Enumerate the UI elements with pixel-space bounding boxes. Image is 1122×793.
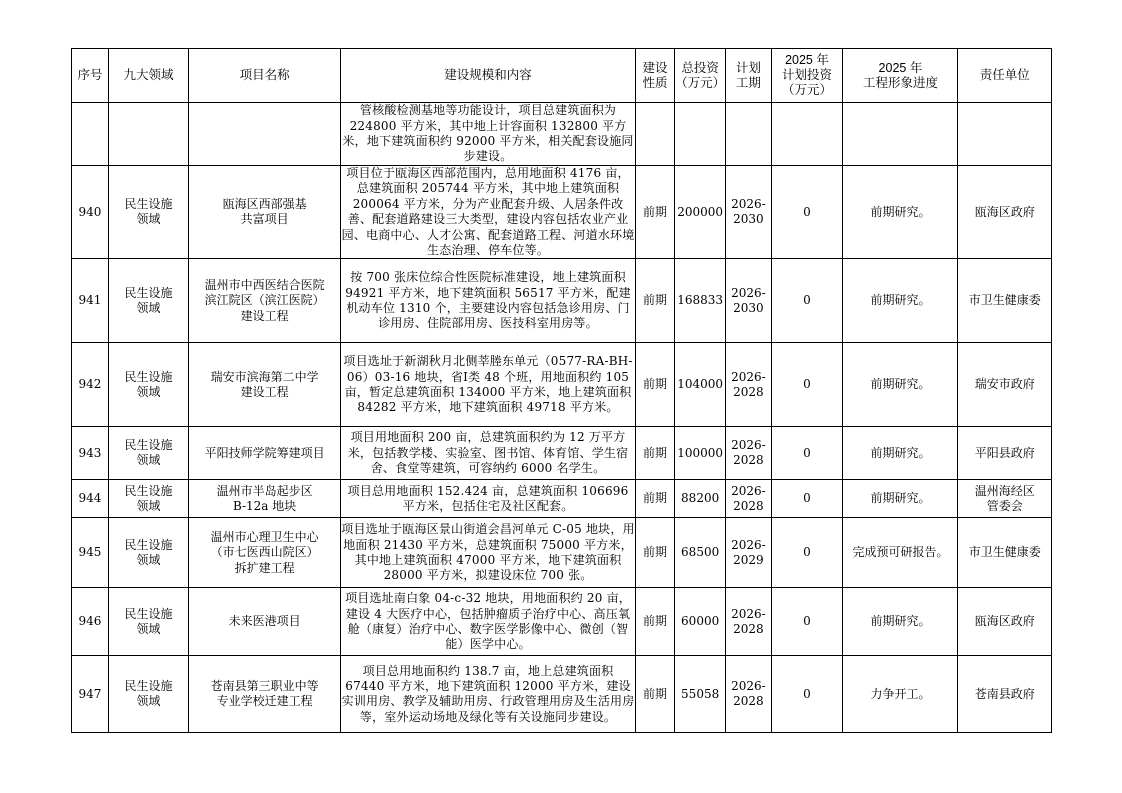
cell-progress: 前期研究。 xyxy=(843,166,958,259)
cell-period: 2026- 2028 xyxy=(726,343,771,427)
cell-progress: 前期研究。 xyxy=(843,259,958,343)
cell-content: 项目用地面积 200 亩，总建筑面积约为 12 万平方米，包括教学楼、实验室、图书馆、体育馆、学生宿舍、食堂等建筑，可容纳约 6000 名学生。 xyxy=(341,427,636,480)
cell-period: 2026- 2030 xyxy=(726,166,771,259)
cell-field: 民生设施 领域 xyxy=(108,343,188,427)
cell-unit: 瓯海区政府 xyxy=(958,166,1052,259)
cell-plan: 0 xyxy=(771,259,843,343)
cell-plan xyxy=(771,103,843,166)
cell-invest: 55058 xyxy=(674,656,725,733)
cell-no xyxy=(72,103,109,166)
cell-plan: 0 xyxy=(771,166,843,259)
cell-field: 民生设施 领域 xyxy=(108,166,188,259)
cell-no: 946 xyxy=(72,588,109,656)
table-row xyxy=(72,427,1052,480)
cell-period: 2026- 2028 xyxy=(726,427,771,480)
cell-invest: 168833 xyxy=(674,259,725,343)
cell-progress: 前期研究。 xyxy=(843,480,958,518)
cell-unit: 瓯海区政府 xyxy=(958,588,1052,656)
header-name: 项目名称 xyxy=(189,49,341,103)
cell-nature: 前期 xyxy=(635,343,674,427)
cell-content: 项目选址于新湖秋月北侧莘塍东单元（0577-RA-BH-06）03-16 地块，省Ⅰ类 48 个班，用地面积约 105 亩，暂定总建筑面积 134000 平方米，地上建筑面积 84282 平方米，地下建筑面积 49718 平方米。 xyxy=(341,343,636,427)
cell-nature: 前期 xyxy=(635,588,674,656)
cell-content: 项目总用地面积约 138.7 亩，地上总建筑面积 67440 平方米，地下建筑面积 12000 平方米，建设实训用房、教学及辅助用房、行政管理用房及生活用房等，室外运动场地及绿化等有关设施同步建设。 xyxy=(341,656,636,733)
table-row xyxy=(72,518,1052,588)
cell-progress: 前期研究。 xyxy=(843,588,958,656)
cell-content: 项目选址南白象 04-c-32 地块，用地面积约 20 亩，建设 4 大医疗中心，包括肿瘤质子治疗中心、高压氧舱（康复）治疗中心、数字医学影像中心、微创（智能）医学中心。 xyxy=(341,588,636,656)
header-invest: 总投资 （万元） xyxy=(674,49,725,103)
cell-progress xyxy=(843,103,958,166)
cell-period: 2026- 2028 xyxy=(726,480,771,518)
cell-name: 温州市心理卫生中心 （市七医西山院区） 拆扩建工程 xyxy=(189,518,341,588)
cell-period xyxy=(726,103,771,166)
cell-unit: 市卫生健康委 xyxy=(958,259,1052,343)
project-table xyxy=(71,48,1052,733)
cell-plan: 0 xyxy=(771,588,843,656)
cell-no: 940 xyxy=(72,166,109,259)
cell-invest: 104000 xyxy=(674,343,725,427)
cell-invest: 68500 xyxy=(674,518,725,588)
header-field: 九大领域 xyxy=(108,49,188,103)
cell-invest: 88200 xyxy=(674,480,725,518)
cell-plan: 0 xyxy=(771,518,843,588)
cell-field xyxy=(108,103,188,166)
cell-nature: 前期 xyxy=(635,480,674,518)
cell-content: 项目总用地面积 152.424 亩，总建筑面积 106696 平方米，包括住宅及社区配套。 xyxy=(341,480,636,518)
header-progress: 2025 年 工程形象进度 xyxy=(843,49,958,103)
header-period: 计划 工期 xyxy=(726,49,771,103)
cell-unit: 平阳县政府 xyxy=(958,427,1052,480)
header-no: 序号 xyxy=(72,49,109,103)
cell-name xyxy=(189,103,341,166)
cell-progress: 力争开工。 xyxy=(843,656,958,733)
table-row xyxy=(72,166,1052,259)
table-row xyxy=(72,656,1052,733)
cell-plan: 0 xyxy=(771,480,843,518)
cell-name: 瓯海区西部强基 共富项目 xyxy=(189,166,341,259)
cell-plan: 0 xyxy=(771,427,843,480)
cell-unit: 苍南县政府 xyxy=(958,656,1052,733)
cell-no: 945 xyxy=(72,518,109,588)
cell-plan: 0 xyxy=(771,656,843,733)
cell-progress: 前期研究。 xyxy=(843,427,958,480)
cell-content: 管核酸检测基地等功能设计，项目总建筑面积为 224800 平方米，其中地上计容面积 132800 平方米，地下建筑面积约 92000 平方米，相关配套设施同步建设。 xyxy=(341,103,636,166)
cell-content: 项目位于瓯海区西部范围内，总用地面积 4176 亩，总建筑面积 205744 平方米，其中地上建筑面积 200064 平方米，分为产业配套升级、人居条件改善、配套道路建设三大类型，建设内容包括农业产业园、电商中心、人才公寓、配套道路工程、河道水环境生态治理、停车位等。 xyxy=(341,166,635,258)
cell-invest: 60000 xyxy=(674,588,725,656)
cell-progress: 完成预可研报告。 xyxy=(843,518,958,588)
cell-field: 民生设施 领域 xyxy=(108,656,188,733)
cell-content: 按 700 张床位综合性医院标准建设，地上建筑面积 94921 平方米，地下建筑面积 56517 平方米，配建机动车位 1310 个，主要建设内容包括急诊用房、门诊用房、住院部用房、医技科室用房等。 xyxy=(341,259,636,343)
cell-no: 943 xyxy=(72,427,109,480)
header-nature: 建设 性质 xyxy=(635,49,674,103)
cell-name: 温州市中西医结合医院 滨江院区（滨江医院） 建设工程 xyxy=(189,259,341,343)
cell-no: 944 xyxy=(72,480,109,518)
cell-name: 平阳技师学院筹建项目 xyxy=(189,427,341,480)
table-row xyxy=(72,588,1052,656)
cell-invest xyxy=(674,103,725,166)
cell-unit xyxy=(958,103,1052,166)
cell-field: 民生设施 领域 xyxy=(108,518,188,588)
cell-period: 2026- 2030 xyxy=(726,259,771,343)
cell-nature: 前期 xyxy=(635,427,674,480)
cell-period: 2026- 2028 xyxy=(726,656,771,733)
cell-unit: 市卫生健康委 xyxy=(958,518,1052,588)
cell-unit: 温州海经区 管委会 xyxy=(958,480,1052,518)
cell-name: 苍南县第三职业中等 专业学校迁建工程 xyxy=(189,656,341,733)
cell-period: 2026- 2028 xyxy=(726,588,771,656)
cell-invest: 200000 xyxy=(674,166,725,259)
cell-plan: 0 xyxy=(771,343,843,427)
cell-unit: 瑞安市政府 xyxy=(958,343,1052,427)
table-row xyxy=(72,259,1052,343)
cell-nature: 前期 xyxy=(635,656,674,733)
header-content: 建设规模和内容 xyxy=(341,49,636,103)
table-row xyxy=(72,343,1052,427)
table-row xyxy=(72,480,1052,518)
cell-nature: 前期 xyxy=(635,166,674,259)
cell-nature: 前期 xyxy=(635,518,674,588)
header-plan: 2025 年 计划投资 （万元） xyxy=(771,49,843,103)
cell-no: 947 xyxy=(72,656,109,733)
cell-field: 民生设施 领域 xyxy=(108,427,188,480)
cell-field: 民生设施 领域 xyxy=(108,480,188,518)
cell-period: 2026- 2029 xyxy=(726,518,771,588)
cell-invest: 100000 xyxy=(674,427,725,480)
cell-progress: 前期研究。 xyxy=(843,343,958,427)
continuation-row xyxy=(72,103,1052,166)
cell-no: 941 xyxy=(72,259,109,343)
cell-nature: 前期 xyxy=(635,259,674,343)
header-row xyxy=(72,49,1052,103)
cell-field: 民生设施 领域 xyxy=(108,259,188,343)
cell-field: 民生设施 领域 xyxy=(108,588,188,656)
header-unit: 责任单位 xyxy=(958,49,1052,103)
cell-content: 项目选址于瓯海区景山街道会昌河单元 C-05 地块，用地面积 21430 平方米，总建筑面积 75000 平方米，其中地上建筑面积 47000 平方米，地下建筑面积 28000 平方米，拟建设床位 700 张。 xyxy=(341,518,636,588)
cell-name: 瑞安市滨海第二中学 建设工程 xyxy=(189,343,341,427)
cell-no: 942 xyxy=(72,343,109,427)
cell-nature xyxy=(635,103,674,166)
cell-name: 未来医港项目 xyxy=(189,588,341,656)
cell-name: 温州市半岛起步区 B-12a 地块 xyxy=(189,480,341,518)
